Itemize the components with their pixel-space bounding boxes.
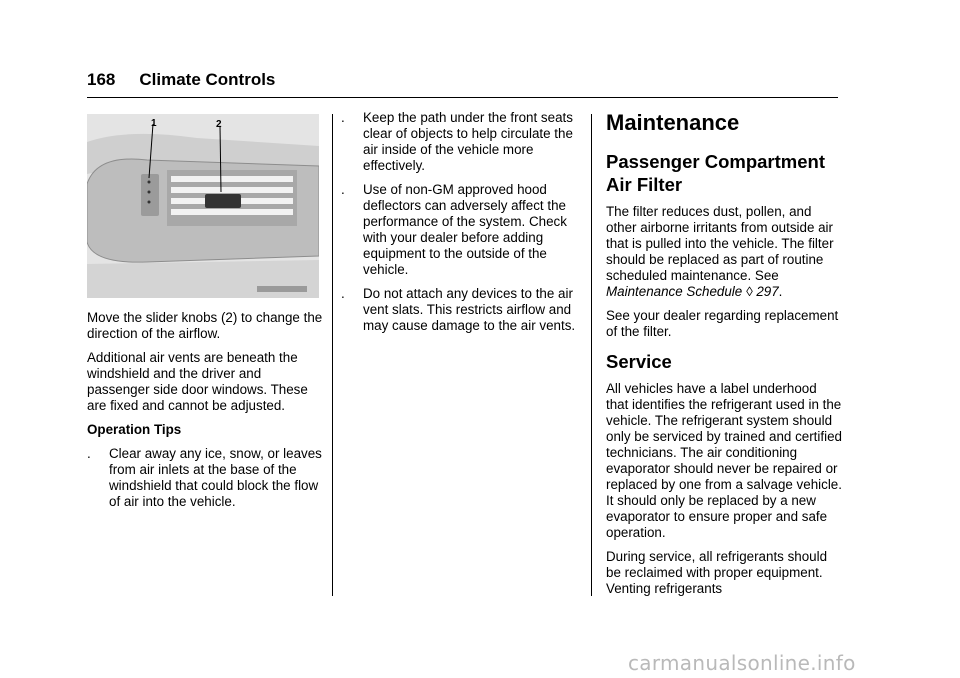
bullet-marker: . xyxy=(341,286,345,301)
figure-callout-1: 1 xyxy=(151,118,157,129)
bullet-text: Do not attach any devices to the air vent slats. This restricts airflow and may cause damage to the air vents. xyxy=(363,286,576,333)
page-number: 168 xyxy=(87,70,116,89)
watermark: carmanualsonline.info xyxy=(628,651,856,675)
air-filter-heading: Passenger Compartment Air Filter xyxy=(606,151,825,195)
section-title: Climate Controls xyxy=(139,70,276,89)
list-item xyxy=(87,446,323,510)
column-left xyxy=(87,310,323,518)
bullet-text: Keep the path under the front seats clear of objects to help circulate the air inside of the vehicle more effectively. xyxy=(363,110,573,173)
service-paragraph: All vehicles have a label underhood that identifies the refrigerant used in the vehicle. The refrigerant system should only be serviced by trained and certified technicians. The air conditioning evaporator should never be repaired or replaced by one from a salvage vehicle. It should only be replaced by a new evaporator to ensure proper and safe operation. xyxy=(606,381,842,540)
bullet-text: Use of non-GM approved hood deflectors can adversely affect the performance of the system. Check with your dealer before adding equipment to the outside of the vehicle. xyxy=(363,182,567,277)
column-divider-right xyxy=(591,114,592,596)
service-heading: Service xyxy=(606,351,672,372)
column-middle xyxy=(341,110,579,342)
column-right xyxy=(606,110,842,605)
figure-callout-2: 2 xyxy=(216,119,222,130)
header-rule xyxy=(87,97,838,98)
maintenance-heading: Maintenance xyxy=(606,110,740,135)
list-item xyxy=(341,286,579,334)
list-item xyxy=(341,182,579,278)
maintenance-schedule-link[interactable]: Maintenance Schedule xyxy=(606,284,743,299)
bullet-marker: . xyxy=(341,182,345,197)
list-item xyxy=(341,110,579,174)
refrigerant-paragraph: During service, all refrigerants should be reclaimed with proper equipment. Venting refrigerants xyxy=(606,549,828,596)
column-divider-left xyxy=(332,114,333,596)
air-filter-paragraph: The filter reduces dust, pollen, and other airborne irritants from outside air that is pulled into the vehicle. The filter should be replaced as part of routine scheduled maintenance. See Maintenance Schedule ◊ 297. xyxy=(606,204,834,299)
additional-vents-paragraph: Additional air vents are beneath the windshield and the driver and passenger side door windows. These are fixed and cannot be adjusted. xyxy=(87,350,308,413)
bullet-text: Clear away any ice, snow, or leaves from air inlets at the base of the windshield that could block the flow of air into the vehicle. xyxy=(109,446,322,509)
bullet-marker: . xyxy=(341,110,345,125)
page-ref-icon: ◊ xyxy=(745,284,753,299)
page-ref-number[interactable]: 297 xyxy=(756,284,779,299)
operation-tips-heading: Operation Tips xyxy=(87,422,182,437)
dealer-paragraph: See your dealer regarding replacement of the filter. xyxy=(606,308,839,339)
bullet-marker: . xyxy=(87,446,91,461)
page-header xyxy=(87,70,275,90)
slider-paragraph: Move the slider knobs (2) to change the direction of the airflow. xyxy=(87,310,323,341)
air-vent-figure xyxy=(87,114,319,298)
